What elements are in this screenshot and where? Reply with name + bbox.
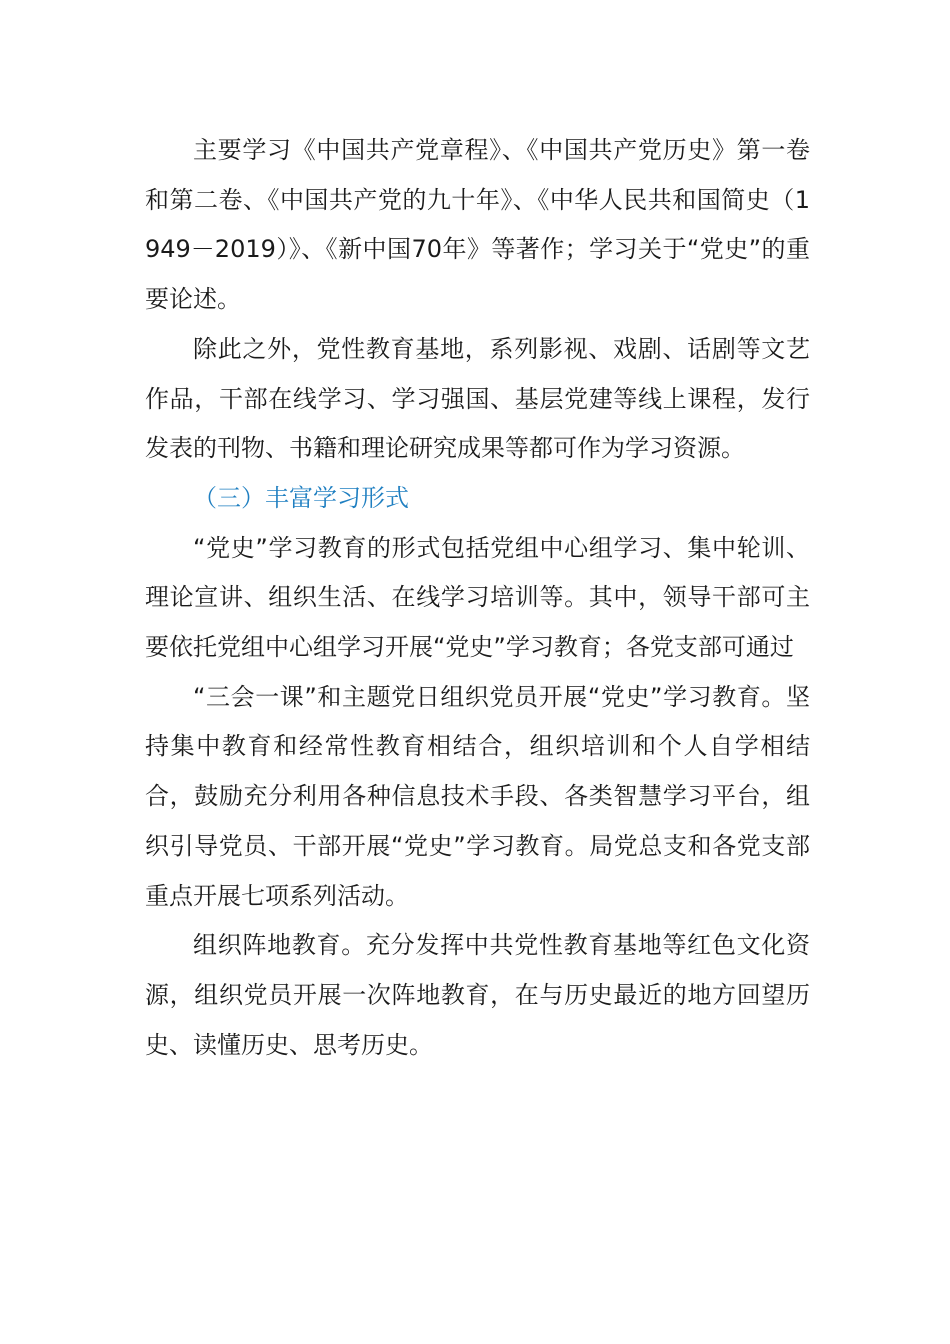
section-heading-learning-forms: （三）丰富学习形式	[193, 483, 409, 512]
paragraph-study-materials: 主要学习《中国共产党章程》、《中国共产党历史》第一卷和第二卷、《中国共产党的九十年》、《中华人民共和国简史（1949－2019）》、《新中国70年》等著作；学习关于“党史”的重要论述。	[145, 136, 810, 314]
document-body	[145, 126, 810, 1070]
paragraph-three-meetings: “三会一课”和主题党日组织党员开展“党史”学习教育。坚持集中教育和经常性教育相结合，组织培训和个人自学相结合，鼓励充分利用各种信息技术手段、各类智慧学习平台，组织引导党员、干部开展“党史”学习教育。局党总支和各党支部重点开展七项系列活动。	[145, 682, 810, 910]
paragraph-other-resources: 除此之外，党性教育基地，系列影视、戏剧、话剧等文艺作品，干部在线学习、学习强国、基层党建等线上课程，发行发表的刊物、书籍和理论研究成果等都可作为学习资源。	[145, 334, 810, 463]
paragraph-learning-forms: “党史”学习教育的形式包括党组中心组学习、集中轮训、理论宣讲、组织生活、在线学习培训等。其中，领导干部可主要依托党组中心组学习开展“党史”学习教育；各党支部可通过	[145, 533, 810, 662]
paragraph-site-education: 组织阵地教育。充分发挥中共党性教育基地等红色文化资源，组织党员开展一次阵地教育，在与历史最近的地方回望历史、读懂历史、思考历史。	[145, 931, 810, 1059]
